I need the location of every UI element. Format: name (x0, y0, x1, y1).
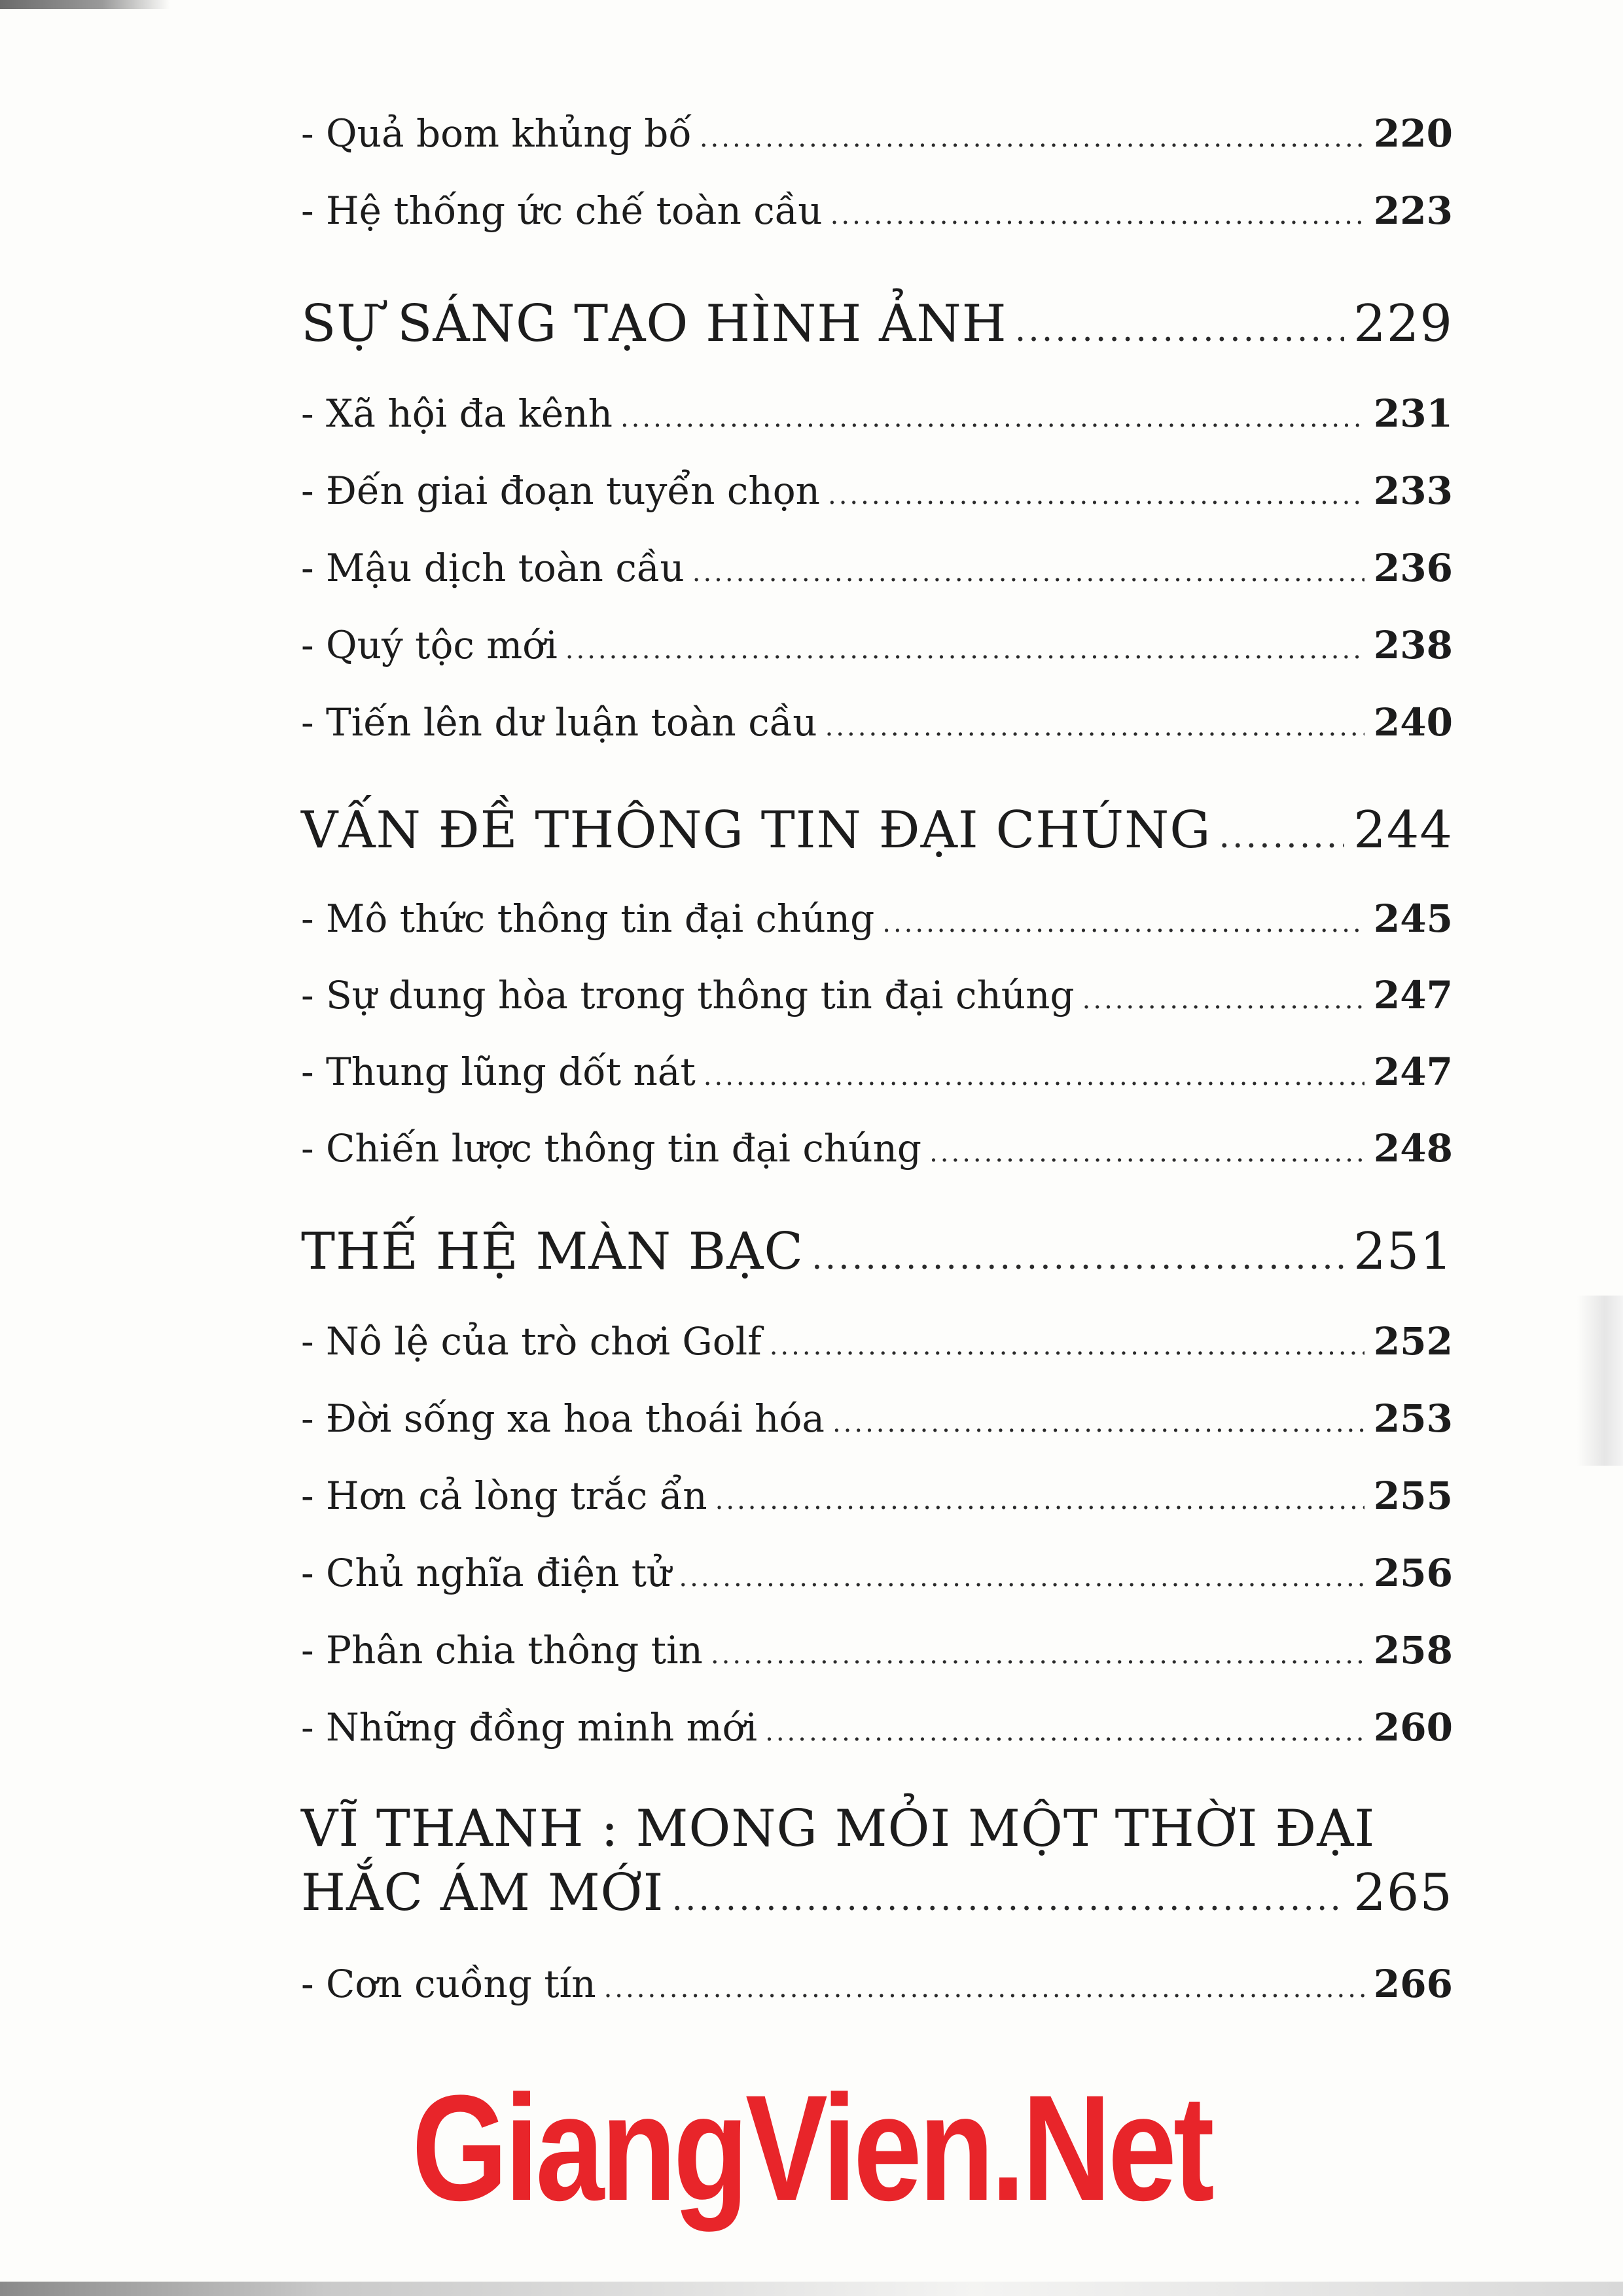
toc-leader-dots (929, 1138, 1364, 1168)
toc-entry (301, 188, 1453, 233)
toc-entry-page: 248 (1373, 1126, 1453, 1171)
toc-leader-dots (812, 1238, 1344, 1277)
toc-entry (301, 1396, 1453, 1441)
toc-leader-dots (715, 1485, 1364, 1515)
toc-heading-label: HẮC ÁM MỚI (301, 1863, 664, 1922)
toc-leader-dots (1082, 985, 1364, 1015)
scan-edge-bottom (0, 2282, 1623, 2296)
toc-entry (301, 546, 1453, 590)
toc-heading-label: VẤN ĐỀ THÔNG TIN ĐẠI CHÚNG (301, 801, 1211, 860)
toc-entry-page: 252 (1373, 1319, 1453, 1364)
toc-entry-page: 260 (1373, 1705, 1453, 1750)
toc-entry-page: 247 (1373, 973, 1453, 1017)
toc-leader-dots (620, 403, 1364, 433)
toc-leader-dots (830, 200, 1364, 230)
toc-entry-label: - Những đồng minh mới (301, 1705, 758, 1750)
toc-entry-page: 253 (1373, 1396, 1453, 1441)
toc-entry (301, 391, 1453, 436)
toc-entry (301, 468, 1453, 513)
toc-leader-dots (671, 1879, 1344, 1918)
toc-entry (301, 1551, 1453, 1595)
toc-entry-label: - Quả bom khủng bố (301, 111, 692, 156)
toc-entry (301, 1126, 1453, 1171)
toc-leader-dots (711, 1640, 1364, 1670)
toc-entry-label: - Đến giai đoạn tuyển chọn (301, 468, 820, 513)
toc-section-heading (301, 1863, 1453, 1922)
toc-entry-page: 236 (1373, 546, 1453, 590)
toc-entry-label: - Mậu dịch toàn cầu (301, 546, 685, 590)
scan-edge-top (0, 0, 170, 9)
toc-entry-page: 255 (1373, 1474, 1453, 1518)
toc-heading-page: 229 (1353, 294, 1453, 353)
toc-leader-dots (765, 1717, 1364, 1747)
toc-entry-label: - Mô thức thông tin đại chúng (301, 896, 875, 941)
toc-heading-label: VĨ THANH : MONG MỎI MỘT THỜI ĐẠI (301, 1799, 1376, 1858)
toc-section-heading-line-1 (301, 1799, 1453, 1858)
toc-entry-label: - Quý tộc mới (301, 623, 558, 667)
toc-entry-label: - Chủ nghĩa điện tử (301, 1551, 671, 1595)
toc-entry-page: 223 (1373, 188, 1453, 233)
toc-entry-label: - Tiến lên dư luận toàn cầu (301, 700, 817, 745)
toc-entry-page: 258 (1373, 1628, 1453, 1672)
toc-leader-dots (679, 1563, 1364, 1593)
toc-leader-dots (832, 1408, 1364, 1438)
toc-entry-page: 220 (1373, 111, 1453, 156)
toc-entry (301, 1705, 1453, 1750)
toc-leader-dots (692, 557, 1364, 588)
toc-entry (301, 111, 1453, 156)
toc-heading-page: 244 (1353, 801, 1453, 860)
toc-entry-page: 256 (1373, 1551, 1453, 1595)
toc-entry-label: - Cơn cuồng tín (301, 1962, 596, 2006)
toc-entry-label: - Thung lũng dốt nát (301, 1050, 696, 1094)
toc-entry (301, 1319, 1453, 1364)
toc-entry-page: 247 (1373, 1050, 1453, 1094)
toc-entry-label: - Nô lệ của trò chơi Golf (301, 1319, 762, 1364)
toc-leader-dots (565, 635, 1364, 665)
toc-entry-label: - Sự dung hòa trong thông tin đại chúng (301, 973, 1075, 1017)
toc-leader-dots (770, 1331, 1364, 1361)
toc-entry-page: 266 (1373, 1962, 1453, 2006)
toc-entry (301, 1962, 1453, 2006)
toc-leader-dots (882, 908, 1364, 938)
toc-entry-page: 240 (1373, 700, 1453, 745)
toc-leader-dots (828, 480, 1364, 510)
toc-leader-dots (704, 1061, 1364, 1091)
toc-leader-dots (1015, 310, 1344, 349)
toc-heading-label: SỰ SÁNG TẠO HÌNH ẢNH (301, 294, 1007, 353)
toc-entry-page: 233 (1373, 468, 1453, 513)
watermark: GiangVien.Net (412, 2064, 1211, 2232)
toc-entry (301, 896, 1453, 941)
toc-entry (301, 623, 1453, 667)
toc-entry-label: - Phân chia thông tin (301, 1628, 703, 1672)
toc-leader-dots (825, 712, 1364, 742)
toc-leader-dots (1219, 817, 1345, 856)
toc-leader-dots (604, 1973, 1364, 2004)
toc-section-heading (301, 1222, 1453, 1281)
toc-entry (301, 973, 1453, 1017)
toc-entry-label: - Xã hội đa kênh (301, 391, 613, 436)
toc-heading-page: 265 (1353, 1863, 1453, 1922)
toc-entry-page: 231 (1373, 391, 1453, 436)
toc-entry-label: - Đời sống xa hoa thoái hóa (301, 1396, 825, 1441)
toc-entry (301, 1050, 1453, 1094)
scan-tear (1577, 1296, 1623, 1466)
toc-entry-label: - Chiến lược thông tin đại chúng (301, 1126, 922, 1171)
toc-heading-label: THẾ HỆ MÀN BẠC (301, 1222, 804, 1281)
toc-leader-dots (700, 123, 1364, 153)
toc-entry (301, 700, 1453, 745)
toc-entry-page: 245 (1373, 896, 1453, 941)
toc-section-heading (301, 294, 1453, 353)
toc-heading-page: 251 (1353, 1222, 1453, 1281)
toc-section-heading (301, 801, 1453, 860)
toc-entry (301, 1628, 1453, 1672)
toc-entry-label: - Hơn cả lòng trắc ẩn (301, 1474, 707, 1518)
toc-entry (301, 1474, 1453, 1518)
toc-entry-page: 238 (1373, 623, 1453, 667)
toc-entry-label: - Hệ thống ức chế toàn cầu (301, 188, 823, 233)
